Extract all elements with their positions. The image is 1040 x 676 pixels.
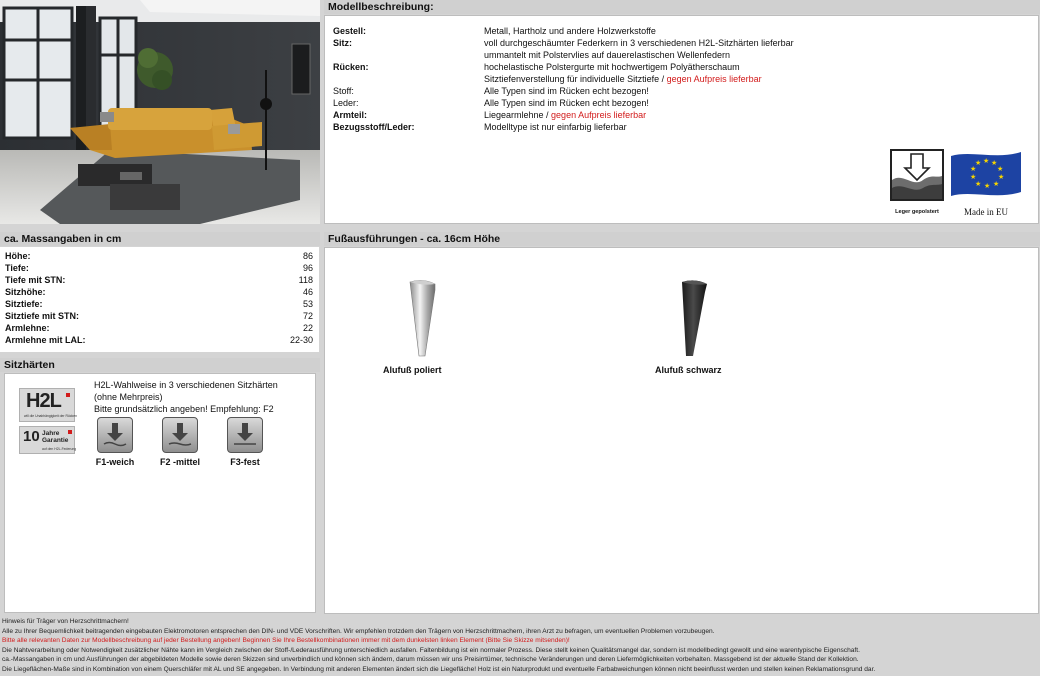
hardness-f2-icon (162, 417, 198, 453)
desc-label-armteil: Armteil: (333, 110, 368, 120)
desc-value-stoff: Alle Typen sind im Rücken echt bezogen! (484, 86, 649, 96)
hardness-f1-icon (97, 417, 133, 453)
measures-header: ca. Massangaben in cm (0, 232, 320, 246)
seat-hardness-header: Sitzhärten (0, 358, 320, 372)
hardness-text-3: Bitte grundsätzlich angeben! Empfehlung: F2 (94, 404, 274, 414)
measure-row (5, 274, 313, 286)
h2l-logo-mark (66, 393, 70, 397)
measure-value: 22 (302, 323, 313, 333)
arrow-down-icon (98, 418, 132, 452)
measure-label: Tiefe mit STN: (5, 275, 66, 285)
measures-body (0, 247, 319, 352)
svg-text:★: ★ (975, 180, 982, 188)
footer-notes (0, 618, 1040, 676)
desc-value-bezugsstoff: Modelltype ist nur einfarbig lieferbar (484, 122, 627, 132)
measure-label: Höhe: (5, 251, 31, 261)
footer-line: Die Nahtverarbeitung oder Notwendigkeit zusätzlicher Nähte kann im Vergleich zwischen der Stoff-/Lederausführung unterschiedlich ausfallen. Faltenbildung ist ein normaler Prozess. Diese stellt keinen Qualitätsmangel dar, sondern ist modellbedingt gewollt und eine warentypische Eigenschaft. (2, 646, 860, 654)
h2l-logo-sub: will die Unabhängigkeit der Rücken (24, 414, 77, 418)
model-description-header: Modellbeschreibung: (324, 0, 1040, 14)
desc-value-ruecken-2-text: Sitztiefenverstellung für individuelle Sitztiefe / (484, 74, 667, 84)
svg-text:★: ★ (983, 157, 990, 165)
desc-value-armteil-surcharge: gegen Aufpreis lieferbar (551, 110, 647, 120)
eu-flag-icon (947, 150, 1025, 198)
desc-value-ruecken-2 (484, 74, 762, 84)
desc-label-ruecken: Rücken: (333, 62, 369, 72)
measure-value: 22-30 (289, 335, 313, 345)
made-in-eu-badge (947, 150, 1025, 216)
svg-text:★: ★ (993, 180, 1000, 188)
desc-label-bezugsstoff: Bezugsstoff/Leder: (333, 122, 415, 132)
measure-value: 86 (302, 251, 313, 261)
measure-label: Sitztiefe mit STN: (5, 311, 80, 321)
foot-polished-label: Alufuß poliert (383, 365, 442, 375)
seat-hardness-body (4, 373, 316, 613)
desc-label-sitz: Sitz: (333, 38, 352, 48)
desc-value-armteil-text: Liegearmlehne / (484, 110, 552, 120)
feet-body (324, 247, 1039, 614)
svg-text:★: ★ (970, 165, 977, 173)
measure-label: Sitztiefe: (5, 299, 43, 309)
leger-gepolstert-label: Leger gepolstert (895, 209, 939, 215)
svg-text:★: ★ (975, 159, 982, 167)
measure-value: 46 (302, 287, 313, 297)
desc-value-sitz-2: ummantelt mit Polstervlies auf dauerelastischen Wellenfedern (484, 50, 730, 60)
desc-label-gestell: Gestell: (333, 26, 367, 36)
model-description-panel (324, 0, 1040, 224)
desc-value-ruecken-1: hochelastische Polstergurte mit hochwertigem Polyätherschaum (484, 62, 740, 72)
footer-line: Die Liegeflächen-Maße sind in Kombination von einem Querschläfer mit AL und SE angegeben. In Verbindung mit anderen Elementen ändert sich die Liegefläche! Holz ist ein Naturprodukt und eventuelle Farbabweichungen können nicht beeinflusst werden und stellen keinen Reklamationsgrund dar. (2, 665, 876, 673)
svg-text:★: ★ (998, 173, 1005, 181)
feet-header: Fußausführungen - ca. 16cm Höhe (324, 232, 1040, 246)
svg-text:★: ★ (970, 173, 977, 181)
measure-label: Armlehne mit LAL: (5, 335, 86, 345)
arrow-down-icon (228, 418, 262, 452)
leger-gepolstert-icon (889, 148, 945, 202)
footer-line: Hinweis für Träger von Herzschrittmachern! (2, 618, 129, 625)
measure-value: 96 (302, 263, 313, 273)
desc-value-ruecken-2-surcharge: gegen Aufpreis lieferbar (666, 74, 762, 84)
measure-row (5, 250, 313, 262)
h2l-logo (19, 388, 75, 422)
measure-value: 53 (302, 299, 313, 309)
hardness-f1-label: F1-weich (95, 457, 135, 467)
measure-value: 72 (302, 311, 313, 321)
made-in-eu-label: Made in EU (964, 207, 1008, 217)
measure-label: Armlehne: (5, 323, 50, 333)
desc-value-gestell: Metall, Hartholz und andere Holzwerkstoffe (484, 26, 656, 36)
foot-black-image (679, 278, 711, 360)
h2l-logo-text: H2L (26, 390, 61, 412)
hardness-f2-label: F2 -mittel (159, 457, 200, 467)
guarantee-line2: Garantie (42, 437, 69, 444)
seat-hardness-panel (0, 358, 320, 614)
measure-row (5, 262, 313, 274)
sofa-room-photo (0, 0, 320, 224)
footer-line: ca.-Massangaben in cm und Ausführungen der abgebildeten Modelle sowie deren Skizzen sind unverbindlich und können sich ändern, darum müssen wir uns Preisirrtümer, technische Veränderungen und deren Liefermöglichkeiten vorbehalten. Massgebend ist der aktuelle Stand der Kollektion. (2, 656, 859, 663)
measure-row (5, 310, 313, 322)
measures-panel (0, 232, 320, 352)
guarantee-mark (68, 430, 72, 434)
guarantee-logo (19, 426, 75, 454)
arrow-down-icon (163, 418, 197, 452)
hardness-f3-label: F3-fest (230, 457, 260, 467)
product-photo-panel (0, 0, 320, 224)
measure-label: Tiefe: (5, 263, 29, 273)
footer-line-warning: Bitte alle relevanten Daten zur Modellbeschreibung auf jeder Bestellung angeben! Beginnen Sie Ihre Bestellkombinationen immer mit dem dunkelsten linken Element (Bitte Sie Skizze mitsenden)! (2, 637, 570, 644)
desc-value-leder: Alle Typen sind im Rücken echt bezogen! (484, 98, 649, 108)
measure-label: Sitzhöhe: (5, 287, 46, 297)
desc-label-stoff: Stoff: (333, 86, 354, 96)
measure-row (5, 286, 313, 298)
svg-text:★: ★ (984, 182, 991, 190)
svg-text:★: ★ (997, 165, 1004, 173)
leger-gepolstert-badge (889, 148, 945, 214)
hardness-text-2: (ohne Mehrpreis) (94, 392, 163, 402)
measure-value: 118 (298, 275, 313, 285)
guarantee-sub: auf den H2L-Federung (42, 447, 77, 451)
hardness-text-1: H2L-Wahlweise in 3 verschiedenen Sitzhärten (94, 380, 278, 390)
footer-line: Alle zu Ihrer Bequemlichkeit beitragenden eingebauten Elektromotoren entsprechen den DIN- und VDE Vorschriften. Wir empfehlen trotzdem den Trägern von Herzschrittmachern, ihren Arzt zu befragen, um eventuellen Problemen vorzubeugen. (2, 627, 715, 635)
measure-row (5, 322, 313, 334)
foot-black-label: Alufuß schwarz (655, 365, 722, 375)
measure-row (5, 334, 313, 346)
desc-value-sitz-1: voll durchgeschäumter Federkern in 3 verschiedenen H2L-Sitzhärten lieferbar (484, 38, 794, 48)
desc-value-armteil (484, 110, 646, 120)
model-description-body (324, 15, 1039, 224)
foot-polished-image (407, 278, 439, 360)
feet-panel (324, 232, 1040, 614)
svg-text:★: ★ (991, 159, 998, 167)
guarantee-line1: Jahre (42, 430, 60, 437)
measure-row (5, 298, 313, 310)
guarantee-number: 10 (23, 428, 40, 445)
hardness-f3-icon (227, 417, 263, 453)
desc-label-leder: Leder: (333, 98, 359, 108)
